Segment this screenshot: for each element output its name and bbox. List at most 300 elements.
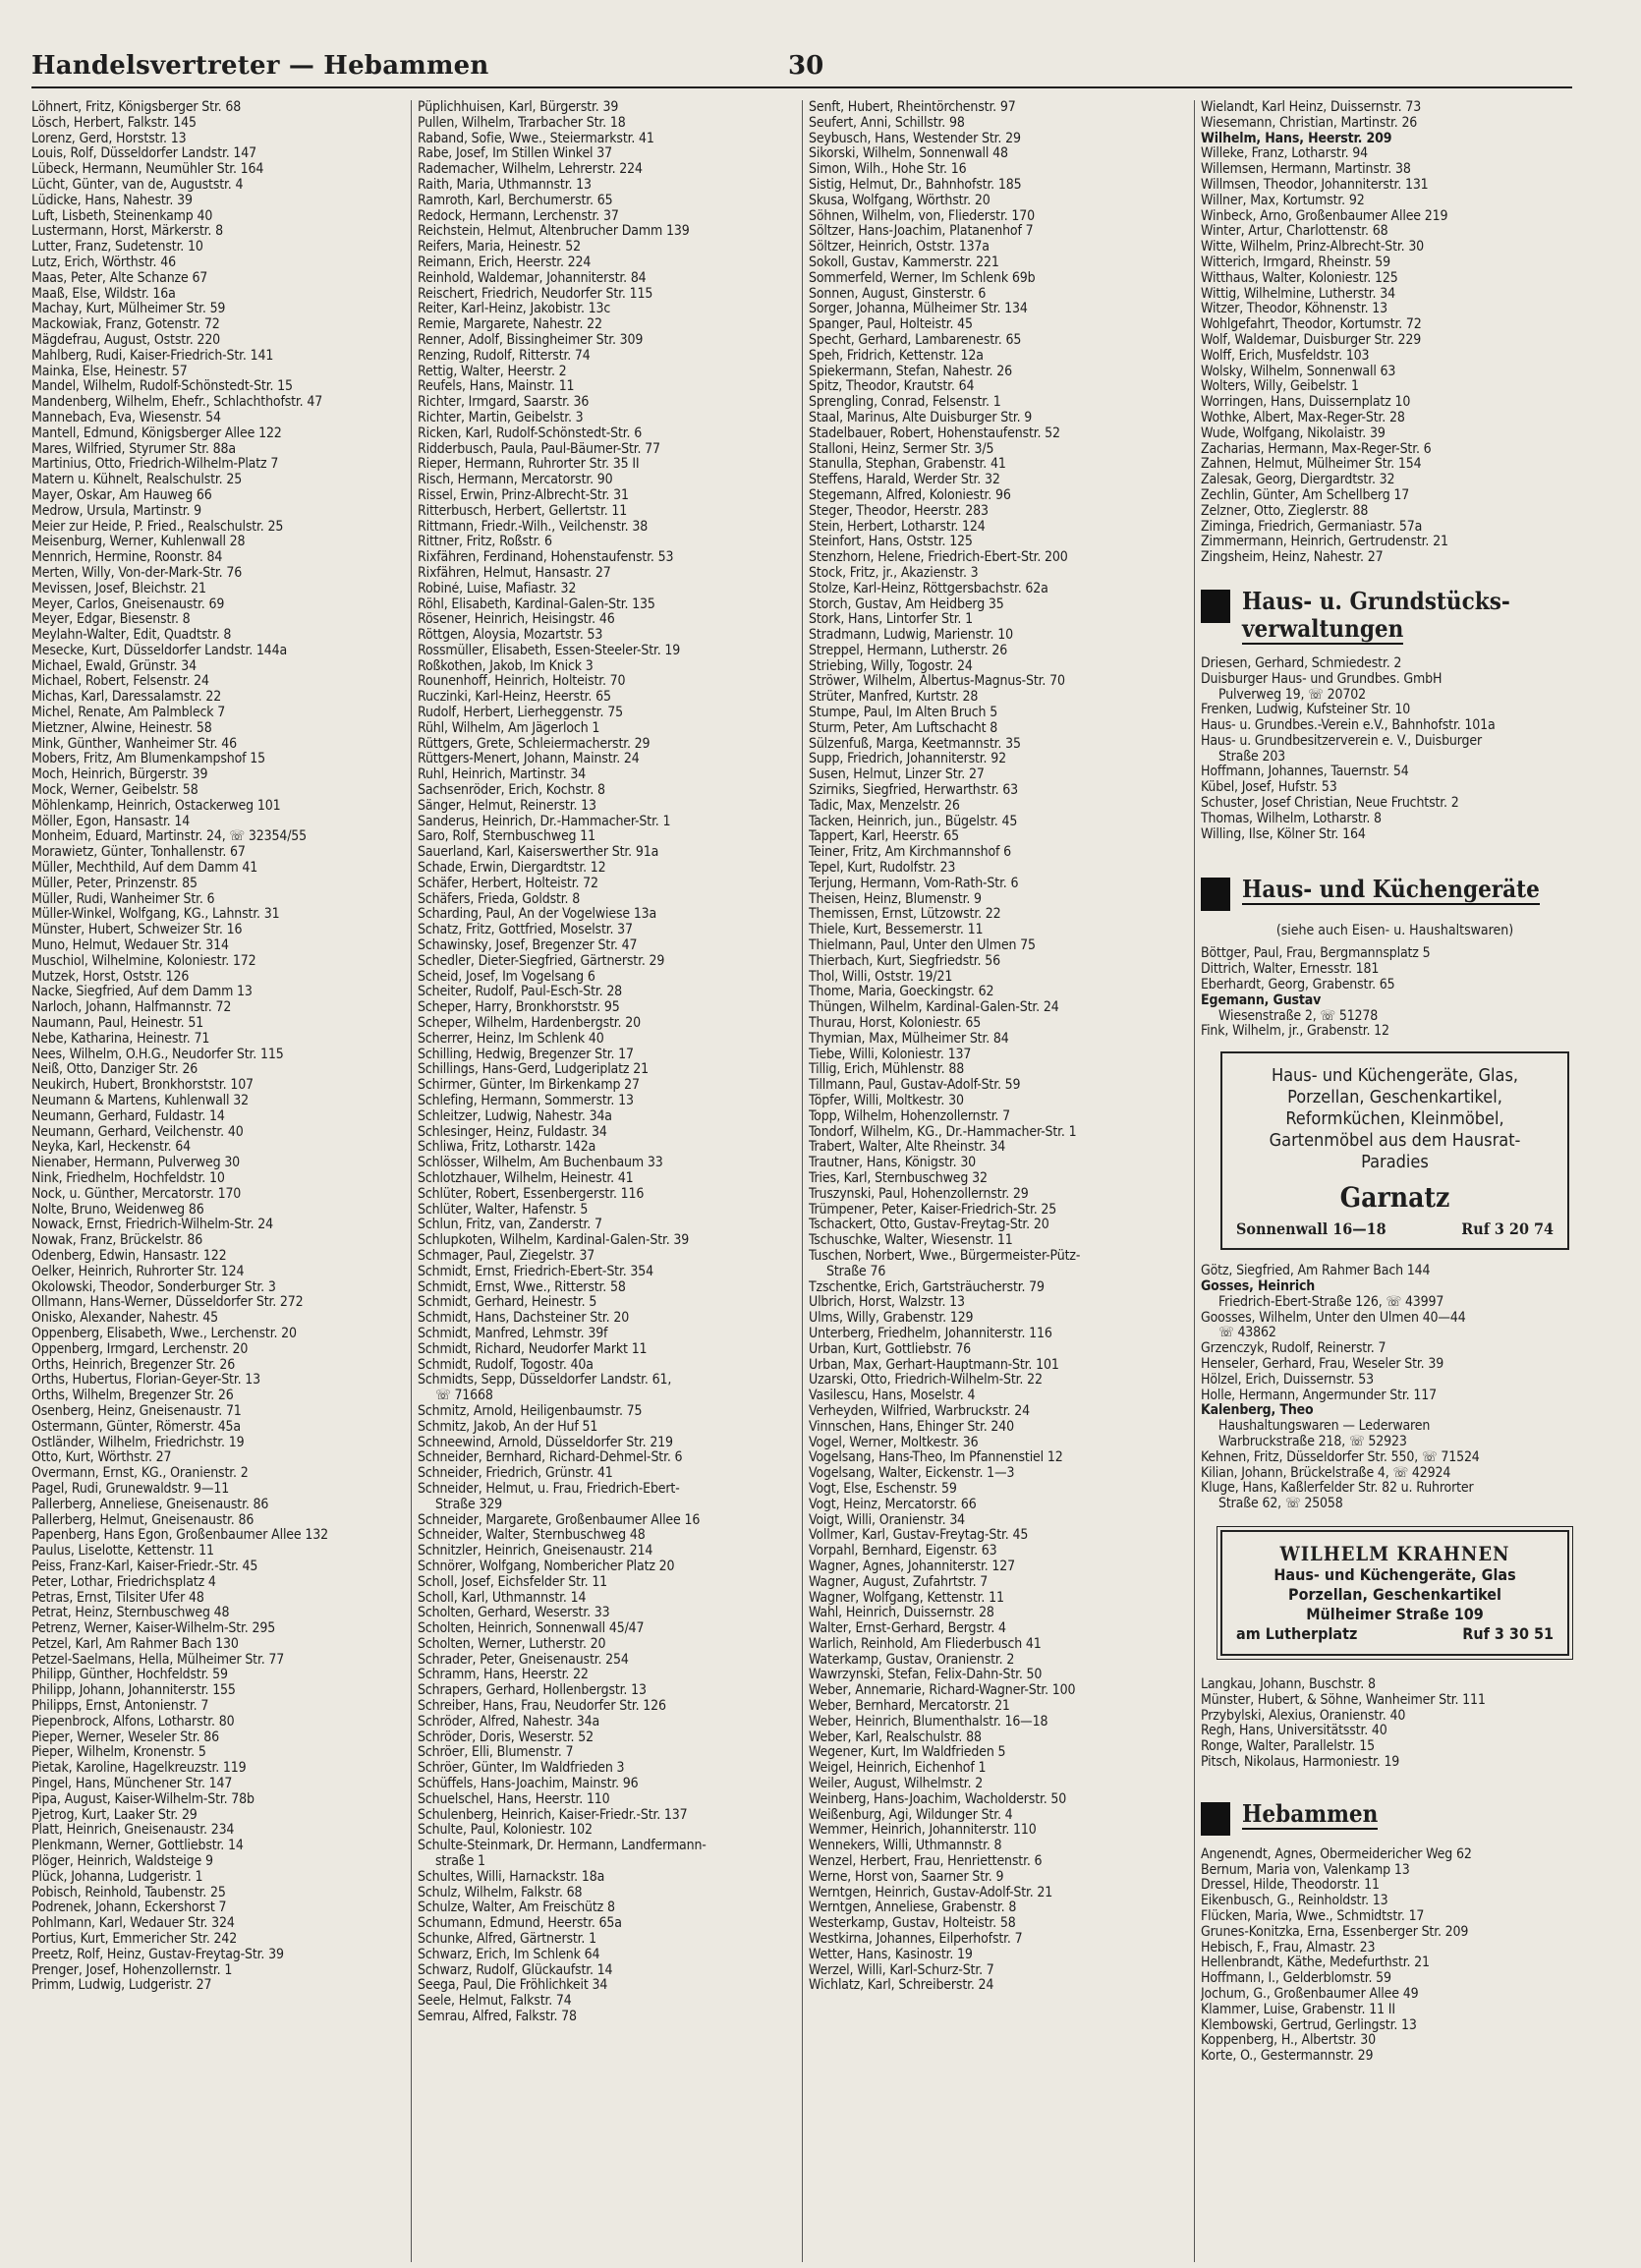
directory-entry: Langkau, Johann, Buschstr. 8 (1201, 1677, 1376, 1692)
directory-entry: Tepel, Kurt, Rudolfstr. 23 (809, 861, 956, 877)
directory-entry: Weinberg, Hans-Joachim, Wacholderstr. 50 (809, 1791, 1067, 1807)
directory-entry: Semrau, Alfred, Falkstr. 78 (418, 2010, 577, 2025)
directory-entry: Jochum, G., Großenbaumer Allee 49 (1201, 1986, 1419, 2002)
directory-entry: Urban, Kurt, Gottliebstr. 76 (809, 1341, 972, 1357)
directory-entry: Maaß, Else, Wildstr. 16a (31, 286, 176, 302)
directory-entry: Wolters, Willy, Geibelstr. 1 (1201, 379, 1359, 395)
directory-entry: Scholten, Heinrich, Sonnenwall 45/47 (418, 1621, 645, 1637)
directory-entry: Vogel, Werner, Moltkestr. 36 (809, 1435, 979, 1450)
directory-entry: Lustermann, Horst, Märkerstr. 8 (31, 224, 223, 240)
directory-entry: Schlesinger, Heinz, Fuldastr. 34 (418, 1124, 607, 1140)
directory-entry: Töpfer, Willi, Moltkestr. 30 (809, 1094, 964, 1108)
ad-description: Haus- und Küchengeräte, Glas, Porzellan, Geschenkartikel, Reformküchen, Kleinmöbel, Gartenmöbel aus dem Hausrat-Paradies (1269, 1065, 1521, 1173)
directory-entry: Meyer, Edgar, Biesenstr. 8 (31, 612, 191, 628)
directory-entry: Gosses, Heinrich (1201, 1279, 1316, 1295)
directory-entry: Thol, Willi, Oststr. 19/21 (809, 969, 953, 985)
directory-entry: Seele, Helmut, Falkstr. 74 (418, 1994, 572, 2010)
directory-entry: Schilling, Hedwig, Bregenzer Str. 17 (418, 1047, 634, 1062)
directory-entry: Ritterbusch, Herbert, Gellertstr. 11 (418, 503, 628, 519)
directory-entry: Scheid, Josef, Im Vogelsang 6 (418, 969, 595, 985)
directory-entry: Pipa, August, Kaiser-Wilhelm-Str. 78b (31, 1791, 255, 1807)
directory-entry: Maas, Peter, Alte Schanze 67 (31, 270, 208, 286)
directory-entry: Seufert, Anni, Schillstr. 98 (809, 115, 965, 131)
directory-entry: Striebing, Willy, Togostr. 24 (809, 658, 973, 674)
directory-entry: Themissen, Ernst, Lützowstr. 22 (809, 907, 1001, 923)
directory-entry: Friedrich-Ebert-Straße 126, ☏ 43997 (1218, 1294, 1444, 1310)
directory-entry: Scheper, Wilhelm, Hardenbergstr. 20 (418, 1016, 641, 1032)
entry-list-hebammen (1201, 1847, 1589, 2065)
ad-line: Haus- und Küchengeräte, Glas (1273, 1565, 1516, 1584)
directory-entry: Vogt, Heinz, Mercatorstr. 66 (809, 1497, 977, 1512)
directory-entry: Teiner, Fritz, Am Kirchmannshof 6 (809, 845, 1012, 861)
directory-entry: Pitsch, Nikolaus, Harmoniestr. 19 (1201, 1754, 1400, 1770)
directory-entry: Philipp, Günther, Hochfeldstr. 59 (31, 1668, 228, 1683)
directory-entry: Thiele, Kurt, Bessemerstr. 11 (809, 923, 984, 938)
directory-entry: Goosses, Wilhelm, Unter den Ulmen 40—44 (1201, 1310, 1466, 1326)
directory-entry: Winter, Artur, Charlottenstr. 68 (1201, 224, 1388, 240)
advertisement-garnatz (1220, 1051, 1569, 1250)
directory-entry: Sommerfeld, Werner, Im Schlenk 69b (809, 270, 1036, 286)
directory-entry: Weigel, Heinrich, Eichenhof 1 (809, 1761, 987, 1777)
directory-entry: Mantell, Edmund, Königsberger Allee 122 (31, 425, 282, 441)
directory-entry: Thüngen, Wilhelm, Kardinal-Galen-Str. 24 (809, 1000, 1059, 1016)
directory-entry: Nink, Friedhelm, Hochfeldstr. 10 (31, 1170, 225, 1186)
directory-entry: Schröder, Alfred, Nahestr. 34a (418, 1714, 600, 1729)
directory-entry: Thielmann, Paul, Unter den Ulmen 75 (809, 938, 1036, 954)
directory-entry: Henseler, Gerhard, Frau, Weseler Str. 39 (1201, 1357, 1444, 1373)
directory-entry: Werne, Horst von, Saarner Str. 9 (809, 1869, 1004, 1885)
section-note: (siehe auch Eisen- u. Haushaltswaren) (1275, 923, 1514, 939)
directory-entry: Sturm, Peter, Am Luftschacht 8 (809, 720, 998, 736)
directory-entry: Wawrzynski, Stefan, Felix-Dahn-Str. 50 (809, 1668, 1043, 1683)
page-number: 30 (788, 51, 824, 81)
directory-entry: Storch, Gustav, Am Heidberg 35 (809, 596, 1004, 612)
directory-entry: Mandel, Wilhelm, Rudolf-Schönstedt-Str. 15 (31, 379, 293, 395)
directory-entry: Plück, Johanna, Ludgeristr. 1 (31, 1869, 203, 1885)
directory-entry: Rieper, Hermann, Ruhrorter Str. 35 II (418, 457, 640, 473)
directory-entry: Schmager, Paul, Ziegelstr. 37 (418, 1248, 595, 1264)
directory-entry: Stolze, Karl-Heinz, Röttgersbachstr. 62a (809, 581, 1048, 596)
directory-entry: ☏ 43862 (1218, 1326, 1276, 1341)
directory-entry: Ruczinki, Karl-Heinz, Heerstr. 65 (418, 690, 611, 706)
directory-entry: Reinhold, Waldemar, Johanniterstr. 84 (418, 270, 647, 286)
directory-entry: Röhl, Elisabeth, Kardinal-Galen-Str. 135 (418, 596, 655, 612)
ad-phone: Ruf 3 30 51 (1462, 1624, 1554, 1643)
directory-entry: Münster, Hubert, Schweizer Str. 16 (31, 923, 243, 938)
directory-entry: Sanderus, Heinrich, Dr.-Hammacher-Str. 1 (418, 814, 671, 829)
directory-entry: Wilhelm, Hans, Heerstr. 209 (1201, 131, 1392, 146)
directory-entry: Flücken, Maria, Wwe., Schmidtstr. 17 (1201, 1908, 1425, 1924)
directory-entry: Stradmann, Ludwig, Marienstr. 10 (809, 628, 1013, 644)
directory-entry: Vogelsang, Walter, Eickenstr. 1—3 (809, 1466, 1015, 1482)
directory-entry: Philipps, Ernst, Antonienstr. 7 (31, 1699, 209, 1715)
directory-entry: Eberhardt, Georg, Grabenstr. 65 (1201, 978, 1395, 993)
directory-entry: Rittmann, Friedr.-Wilh., Veilchenstr. 38 (418, 519, 649, 535)
directory-entry: Stanulla, Stephan, Grabenstr. 41 (809, 457, 1006, 473)
directory-entry: Weber, Karl, Realschulstr. 88 (809, 1729, 982, 1745)
directory-entry: Zelzner, Otto, Zieglerstr. 88 (1201, 503, 1369, 519)
directory-entry: Mandenberg, Wilhelm, Ehefr., Schlachthofstr. 47 (31, 395, 323, 411)
directory-entry: Hoffmann, Johannes, Tauernstr. 54 (1201, 765, 1409, 780)
directory-entry: Warlich, Reinhold, Am Fliederbusch 41 (809, 1636, 1042, 1652)
directory-entry: Pjetrog, Kurt, Laaker Str. 29 (31, 1807, 198, 1823)
directory-entry: Mainka, Else, Heinestr. 57 (31, 364, 188, 379)
directory-entry: Willing, Ilse, Kölner Str. 164 (1201, 826, 1366, 842)
directory-entry: Neukirch, Hubert, Bronkhorststr. 107 (31, 1078, 254, 1094)
directory-entry: Haus- u. Grundbesitzerverein e. V., Duisburger (1201, 733, 1482, 749)
directory-entry: Regh, Hans, Universitätsstr. 40 (1201, 1724, 1387, 1739)
directory-entry: Reufels, Hans, Mainstr. 11 (418, 379, 575, 395)
directory-entry: Pieper, Wilhelm, Kronenstr. 5 (31, 1745, 206, 1761)
directory-entry: Plöger, Heinrich, Waldsteige 9 (31, 1854, 213, 1870)
directory-entry: Wielandt, Karl Heinz, Duissernstr. 73 (1201, 100, 1422, 115)
directory-entry: Lübeck, Hermann, Neumühler Str. 164 (31, 162, 264, 178)
directory-entry: Nolte, Bruno, Weidenweg 86 (31, 1202, 204, 1218)
directory-entry: Stumpe, Paul, Im Alten Bruch 5 (809, 706, 998, 721)
directory-entry: Neumann, Gerhard, Veilchenstr. 40 (31, 1124, 244, 1140)
directory-entry: Schliwa, Fritz, Lotharstr. 142a (418, 1140, 596, 1156)
directory-entry: Petzel-Saelmans, Hella, Mülheimer Str. 77 (31, 1652, 285, 1668)
directory-entry: Tillig, Erich, Mühlenstr. 88 (809, 1062, 965, 1078)
directory-entry: Schawinsky, Josef, Bregenzer Str. 47 (418, 938, 638, 954)
column-divider (802, 100, 803, 2262)
directory-entry: Stork, Hans, Lintorfer Str. 1 (809, 612, 973, 628)
directory-entry: Paulus, Liselotte, Kettenstr. 11 (31, 1544, 214, 1559)
directory-entry: Narloch, Johann, Halfmannstr. 72 (31, 1000, 232, 1016)
directory-entry: Stock, Fritz, jr., Akazienstr. 3 (809, 565, 979, 581)
section-heading-kuechengeraete (1201, 876, 1589, 911)
directory-entry: Schillings, Hans-Gerd, Ludgeriplatz 21 (418, 1062, 649, 1078)
directory-entry: Egemann, Gustav (1201, 992, 1322, 1008)
directory-entry: Schleitzer, Ludwig, Nahestr. 34a (418, 1108, 612, 1124)
directory-entry: Preetz, Rolf, Heinz, Gustav-Freytag-Str. 39 (31, 1947, 284, 1962)
directory-entry: Mahlberg, Rudi, Kaiser-Friedrich-Str. 141 (31, 348, 274, 364)
directory-entry: Oelker, Heinrich, Ruhrorter Str. 124 (31, 1264, 245, 1279)
directory-entry: Nowak, Franz, Brückelstr. 86 (31, 1233, 203, 1249)
directory-entry: Wenzel, Herbert, Frau, Henriettenstr. 6 (809, 1854, 1043, 1870)
directory-entry: Speh, Fridrich, Kettenstr. 12a (809, 348, 984, 364)
directory-entry: Schwarz, Rudolf, Glückaufstr. 14 (418, 1962, 613, 1978)
directory-entry: Rixfähren, Ferdinand, Hohenstaufenstr. 53 (418, 550, 674, 566)
directory-entry: Skusa, Wolfgang, Wörthstr. 20 (809, 193, 990, 208)
directory-entry: Zalesak, Georg, Diergardtstr. 32 (1201, 473, 1395, 488)
directory-entry: Willner, Max, Kortumstr. 92 (1201, 193, 1365, 208)
directory-entry: Schulenberg, Heinrich, Kaiser-Friedr.-Str. 137 (418, 1807, 688, 1823)
directory-entry: Sauerland, Karl, Kaiserswerther Str. 91a (418, 845, 659, 861)
directory-entry: Ostländer, Wilhelm, Friedrichstr. 19 (31, 1435, 245, 1450)
directory-entry: Tondorf, Wilhelm, KG., Dr.-Hammacher-Str. 1 (809, 1124, 1077, 1140)
directory-entry: Papenberg, Hans Egon, Großenbaumer Allee 132 (31, 1528, 328, 1544)
directory-entry: Stein, Herbert, Lotharstr. 124 (809, 519, 986, 535)
directory-entry: Petras, Ernst, Tilsiter Ufer 48 (31, 1590, 204, 1606)
directory-entry: Michael, Ewald, Grünstr. 34 (31, 658, 197, 674)
directory-entry: Schunke, Alfred, Gärtnerstr. 1 (418, 1932, 596, 1948)
directory-entry: Schrapers, Gerhard, Hollenbergstr. 13 (418, 1683, 647, 1699)
directory-entry: Schlun, Fritz, van, Zanderstr. 7 (418, 1218, 602, 1233)
directory-entry: Orths, Heinrich, Bregenzer Str. 26 (31, 1357, 236, 1373)
directory-entry: Hebisch, F., Frau, Almastr. 23 (1201, 1940, 1376, 1956)
directory-entry: Neiß, Otto, Danziger Str. 26 (31, 1062, 198, 1078)
directory-entry: Trautner, Hans, Königstr. 30 (809, 1156, 977, 1171)
directory-entry: Roßkothen, Jakob, Im Knick 3 (418, 658, 594, 674)
directory-entry: Peiss, Franz-Karl, Kaiser-Friedr.-Str. 45 (31, 1559, 258, 1574)
directory-entry: Mobers, Fritz, Am Blumenkampshof 15 (31, 752, 266, 767)
directory-entry: Unterberg, Friedhelm, Johanniterstr. 116 (809, 1326, 1052, 1341)
directory-entry: Raith, Maria, Uthmannstr. 13 (418, 177, 592, 193)
directory-entry: Tschuschke, Walter, Wiesenstr. 11 (809, 1233, 1013, 1249)
directory-entry: Wagner, August, Zufahrtstr. 7 (809, 1574, 989, 1590)
directory-entry: straße 1 (435, 1854, 485, 1870)
directory-entry: Ronge, Walter, Parallelstr. 15 (1201, 1739, 1375, 1755)
directory-entry: Wahl, Heinrich, Duissernstr. 28 (809, 1606, 994, 1621)
directory-entry: Renner, Adolf, Bissingheimer Str. 309 (418, 332, 644, 348)
directory-entry: Spitz, Theodor, Krautstr. 64 (809, 379, 975, 395)
directory-entry: Scholten, Werner, Lutherstr. 20 (418, 1636, 606, 1652)
directory-entry: Steffens, Harald, Werder Str. 32 (809, 473, 1000, 488)
directory-entry: Sokoll, Gustav, Kammerstr. 221 (809, 255, 999, 270)
directory-entry: Zechlin, Günter, Am Schellberg 17 (1201, 487, 1410, 503)
directory-entry: Renzing, Rudolf, Ritterstr. 74 (418, 348, 591, 364)
directory-entry: Rudolf, Herbert, Lierheggenstr. 75 (418, 706, 623, 721)
directory-entry: Söltzer, Heinrich, Oststr. 137a (809, 240, 990, 255)
section-title: Haus- und Küchengeräte (1242, 875, 1540, 904)
directory-entry: Szirniks, Siegfried, Herwarthstr. 63 (809, 783, 1019, 799)
directory-entry: Schüffels, Hans-Joachim, Mainstr. 96 (418, 1777, 639, 1792)
directory-entry: Schmidt, Richard, Neudorfer Markt 11 (418, 1341, 648, 1357)
directory-entry: Przybylski, Alexius, Oranienstr. 40 (1201, 1708, 1406, 1724)
directory-entry: Tadic, Max, Menzelstr. 26 (809, 798, 960, 814)
directory-entry: Robiné, Luise, Mafiastr. 32 (418, 581, 577, 596)
directory-entry: Osenberg, Heinz, Gneisenaustr. 71 (31, 1403, 242, 1419)
directory-entry: Spanger, Paul, Holteistr. 45 (809, 317, 973, 333)
directory-entry: Dittrich, Walter, Ernesstr. 181 (1201, 962, 1380, 978)
directory-entry: Schlotzhauer, Wilhelm, Heinestr. 41 (418, 1170, 634, 1186)
section-marker-icon (1201, 590, 1230, 623)
directory-entry: Tappert, Karl, Heerstr. 65 (809, 829, 960, 845)
directory-entry: Stalloni, Heinz, Sermer Str. 3/5 (809, 441, 994, 457)
ad-company-name: Garnatz (1339, 1181, 1450, 1215)
directory-entry: Neyka, Karl, Heckenstr. 64 (31, 1140, 191, 1156)
directory-entry: Winbeck, Arno, Großenbaumer Allee 219 (1201, 208, 1448, 224)
directory-entry: Meyer, Carlos, Gneisenaustr. 69 (31, 596, 225, 612)
directory-entry: Müller-Winkel, Wolfgang, KG., Lahnstr. 31 (31, 907, 280, 923)
directory-entry: Urban, Max, Gerhart-Hauptmann-Str. 101 (809, 1357, 1059, 1373)
directory-entry: Pullen, Wilhelm, Trarbacher Str. 18 (418, 115, 626, 131)
column-divider (1194, 100, 1195, 2262)
directory-entry: Lutz, Erich, Wörthstr. 46 (31, 255, 176, 270)
directory-entry: Sprengling, Conrad, Felsenstr. 1 (809, 395, 1001, 411)
directory-entry: Korte, O., Gestermannstr. 29 (1201, 2049, 1374, 2065)
section-heading-hebammen (1201, 1800, 1589, 1836)
directory-entry: Ulms, Willy, Grabenstr. 129 (809, 1311, 974, 1327)
directory-entry: Schneewind, Arnold, Düsseldorfer Str. 219 (418, 1435, 673, 1450)
directory-entry: Luft, Lisbeth, Steinenkamp 40 (31, 208, 213, 224)
directory-entry: Podrenek, Johann, Eckershorst 7 (31, 1900, 227, 1916)
directory-entry: Mutzek, Horst, Oststr. 126 (31, 969, 190, 985)
directory-entry: Lücht, Günter, van de, Auguststr. 4 (31, 177, 244, 193)
directory-entry: Schmidt, Gerhard, Heinestr. 5 (418, 1295, 597, 1311)
directory-entry: Plenkmann, Werner, Gottliebstr. 14 (31, 1839, 244, 1854)
directory-entry: Muschiol, Wilhelmine, Koloniestr. 172 (31, 953, 256, 969)
directory-entry: Staal, Marinus, Alte Duisburger Str. 9 (809, 410, 1033, 425)
directory-entry: Meier zur Heide, P. Fried., Realschulstr. 25 (31, 519, 284, 535)
directory-entry: Zingsheim, Heinz, Nahestr. 27 (1201, 550, 1384, 566)
directory-entry: Thomas, Wilhelm, Lotharstr. 8 (1201, 811, 1382, 826)
directory-entry: Zahnen, Helmut, Mülheimer Str. 154 (1201, 457, 1422, 473)
directory-entry: Otto, Kurt, Wörthstr. 27 (31, 1450, 172, 1466)
directory-entry: Schröder, Doris, Weserstr. 52 (418, 1729, 594, 1745)
directory-entry: Mannebach, Eva, Wiesenstr. 54 (31, 410, 221, 425)
directory-entry: Wolsky, Wilhelm, Sonnenwall 63 (1201, 364, 1396, 379)
directory-entry: Scharding, Paul, An der Vogelwiese 13a (418, 907, 657, 923)
directory-entry: Remie, Margarete, Nahestr. 22 (418, 317, 602, 333)
section-title-line2: verwaltungen (1242, 613, 1404, 643)
directory-entry: Rittner, Fritz, Roßstr. 6 (418, 535, 552, 550)
directory-entry: Terjung, Hermann, Vom-Rath-Str. 6 (809, 876, 1019, 891)
directory-entry: Mägdefrau, August, Oststr. 220 (31, 332, 221, 348)
directory-entry: Schröer, Elli, Blumenstr. 7 (418, 1745, 574, 1761)
directory-entry: Theisen, Heinz, Blumenstr. 9 (809, 891, 982, 907)
directory-entry: Schnitzler, Heinrich, Gneisenaustr. 214 (418, 1544, 653, 1559)
directory-entry: Michel, Renate, Am Palmbleck 7 (31, 706, 226, 721)
directory-entry: Schmidt, Hans, Dachsteiner Str. 20 (418, 1311, 630, 1327)
page-title: Handelsvertreter — Hebammen (31, 51, 489, 81)
directory-entry: Neumann, Gerhard, Fuldastr. 14 (31, 1108, 225, 1124)
directory-entry: Prenger, Josef, Hohenzollernstr. 1 (31, 1962, 233, 1978)
directory-entry: Walter, Ernst-Gerhard, Bergstr. 4 (809, 1621, 1006, 1637)
directory-entry: Onisko, Alexander, Nahestr. 45 (31, 1311, 218, 1327)
directory-entry: Truszynski, Paul, Hohenzollernstr. 29 (809, 1186, 1029, 1202)
directory-entry: Schmidt, Ernst, Wwe., Ritterstr. 58 (418, 1279, 626, 1295)
directory-entry: Weber, Bernhard, Mercatorstr. 21 (809, 1699, 1010, 1715)
directory-entry: Schlösser, Wilhelm, Am Buchenbaum 33 (418, 1156, 663, 1171)
directory-entry: Lutter, Franz, Sudetenstr. 10 (31, 240, 203, 255)
directory-entry: Vogelsang, Hans-Theo, Im Pfannenstiel 12 (809, 1450, 1063, 1466)
directory-entry: Schlupkoten, Wilhelm, Kardinal-Galen-Str. 39 (418, 1233, 690, 1249)
directory-entry: Holle, Hermann, Angermunder Str. 117 (1201, 1388, 1437, 1403)
directory-entry: Vinnschen, Hans, Ehinger Str. 240 (809, 1419, 1014, 1435)
directory-entry: Duisburger Haus- und Grundbes. GmbH (1201, 671, 1443, 687)
directory-entry: Schulze, Walter, Am Freischütz 8 (418, 1900, 615, 1916)
directory-entry: Rettig, Walter, Heerstr. 2 (418, 364, 567, 379)
directory-entry: Risch, Hermann, Mercatorstr. 90 (418, 473, 613, 488)
directory-entry: Angenendt, Agnes, Obermeidericher Weg 62 (1201, 1846, 1472, 1862)
column-4 (1201, 100, 1589, 2262)
directory-entry: Vorpahl, Bernhard, Eigenstr. 63 (809, 1544, 997, 1559)
directory-entry: Mink, Günther, Wanheimer Str. 46 (31, 736, 237, 752)
directory-entry: Susen, Helmut, Linzer Str. 27 (809, 767, 985, 783)
directory-entry: Frenken, Ludwig, Kufsteiner Str. 10 (1201, 703, 1411, 718)
directory-entry: Seybusch, Hans, Westender Str. 29 (809, 131, 1021, 146)
directory-entry: Tuschen, Norbert, Wwe., Bürgermeister-Pütz- (809, 1248, 1081, 1264)
directory-entry: Specht, Gerhard, Lambarenestr. 65 (809, 332, 1022, 348)
directory-entry: Ströwer, Wilhelm, Albertus-Magnus-Str. 70 (809, 674, 1065, 690)
directory-entry: Sülzenfuß, Marga, Keetmannstr. 35 (809, 736, 1021, 752)
directory-entry: Scholl, Josef, Eichsfelder Str. 11 (418, 1574, 608, 1590)
directory-entry: Ollmann, Hans-Werner, Düsseldorfer Str. 272 (31, 1295, 304, 1311)
directory-entry: Pallerberg, Helmut, Gneisenaustr. 86 (31, 1512, 255, 1528)
directory-entry: Scheiter, Rudolf, Paul-Esch-Str. 28 (418, 985, 623, 1000)
directory-entry: Püplichhuisen, Karl, Bürgerstr. 39 (418, 100, 619, 115)
directory-entry: ☏ 71668 (435, 1389, 493, 1404)
directory-entry: Thurau, Horst, Koloniestr. 65 (809, 1016, 982, 1032)
directory-entry: Söltzer, Hans-Joachim, Platanenhof 7 (809, 224, 1034, 240)
directory-entry: Scheper, Harry, Bronkhorststr. 95 (418, 1000, 620, 1016)
ad-address: Sonnenwall 16—18 (1236, 1219, 1386, 1239)
ad-company-name: WILHELM KRAHNEN (1279, 1542, 1510, 1565)
directory-entry: Scholten, Gerhard, Weserstr. 33 (418, 1606, 610, 1621)
section-title: Hebammen (1242, 1798, 1379, 1828)
directory-entry: Orths, Hubertus, Florian-Geyer-Str. 13 (31, 1373, 261, 1389)
directory-entry: Sachsenröder, Erich, Kochstr. 8 (418, 783, 605, 799)
directory-entry: Mackowiak, Franz, Gotenstr. 72 (31, 317, 220, 333)
directory-entry: Müller, Rudi, Wanheimer Str. 6 (31, 891, 215, 907)
directory-entry: Vogt, Else, Eschenstr. 59 (809, 1481, 957, 1497)
entry-list-top (1201, 100, 1589, 566)
entry-list-kuechengeraete (1201, 946, 1589, 1040)
directory-entry: Schmidt, Rudolf, Togostr. 40a (418, 1357, 594, 1373)
directory-entry: Sistig, Helmut, Dr., Bahnhofstr. 185 (809, 177, 1022, 193)
advertisement-krahnen (1220, 1530, 1569, 1656)
directory-entry: Rademacher, Wilhelm, Lehrerstr. 224 (418, 162, 643, 178)
directory-entry: Kluge, Hans, Kaßlerfelder Str. 82 u. Ruhrorter (1201, 1481, 1474, 1497)
directory-entry: Platt, Heinrich, Gneisenaustr. 234 (31, 1823, 235, 1839)
directory-entry: Sorger, Johanna, Mülheimer Str. 134 (809, 302, 1028, 317)
directory-entry: Simon, Wilh., Hohe Str. 16 (809, 162, 967, 178)
directory-entry: Schuster, Josef Christian, Neue Fruchtstr. 2 (1201, 796, 1459, 812)
directory-entry: Mietzner, Alwine, Heinestr. 58 (31, 720, 212, 736)
directory-entry: Söhnen, Wilhelm, von, Fliederstr. 170 (809, 208, 1035, 224)
directory-entry: Wittig, Wilhelmine, Lutherstr. 34 (1201, 286, 1395, 302)
directory-entry: Scholl, Karl, Uthmannstr. 14 (418, 1590, 587, 1606)
directory-entry: Schumann, Edmund, Heerstr. 65a (418, 1916, 622, 1932)
directory-entry: Schlüter, Robert, Essenbergerstr. 116 (418, 1186, 645, 1202)
directory-entry: Kehnen, Fritz, Düsseldorfer Str. 550, ☏ 71524 (1201, 1449, 1480, 1465)
directory-entry: Wolf, Waldemar, Duisburger Str. 229 (1201, 332, 1422, 348)
directory-entry: Supp, Friedrich, Johanniterstr. 92 (809, 752, 1006, 767)
directory-entry: Wagner, Wolfgang, Kettenstr. 11 (809, 1590, 1004, 1606)
directory-entry: Moch, Heinrich, Bürgerstr. 39 (31, 767, 208, 783)
section-heading-grundstuecksverwaltungen (1201, 588, 1589, 645)
directory-entry: Schramm, Hans, Heerstr. 22 (418, 1668, 589, 1683)
directory-entry: Schuelschel, Hans, Heerstr. 110 (418, 1791, 610, 1807)
directory-entry: Richter, Martin, Geibelstr. 3 (418, 410, 584, 425)
directory-entry: Wiesemann, Christian, Martinstr. 26 (1201, 115, 1418, 131)
directory-entry: Mevissen, Josef, Bleichstr. 21 (31, 581, 206, 596)
directory-entry: Klembowski, Gertrud, Gerlingstr. 13 (1201, 2017, 1417, 2033)
directory-entry: Sikorski, Wilhelm, Sonnenwall 48 (809, 146, 1008, 162)
directory-entry: Uzarski, Otto, Friedrich-Wilhelm-Str. 22 (809, 1373, 1043, 1389)
directory-entry: Reichstein, Helmut, Altenbrucher Damm 139 (418, 224, 690, 240)
directory-entry: Oppenberg, Elisabeth, Wwe., Lerchenstr. 20 (31, 1326, 297, 1341)
directory-entry: Westkirna, Johannes, Eilperhofstr. 7 (809, 1932, 1023, 1948)
column-3 (809, 100, 1187, 2262)
directory-entry: Martinius, Otto, Friedrich-Wilhelm-Platz 7 (31, 457, 279, 473)
directory-entry: Schedler, Dieter-Siegfried, Gärtnerstr. 29 (418, 953, 665, 969)
column-2 (418, 100, 796, 2262)
directory-entry: Schneider, Walter, Sternbuschweg 48 (418, 1528, 646, 1544)
directory-entry: Müller, Peter, Prinzenstr. 85 (31, 876, 198, 891)
section-marker-icon (1201, 878, 1230, 911)
directory-entry: Hellenbrandt, Käthe, Medefurthstr. 21 (1201, 1956, 1430, 1971)
directory-entry: Tacken, Heinrich, jun., Bügelstr. 45 (809, 814, 1018, 829)
directory-entry: Reimann, Erich, Heerstr. 224 (418, 255, 592, 270)
directory-entry: Schäfer, Herbert, Holteistr. 72 (418, 876, 598, 891)
directory-entry: Schäfers, Frieda, Goldstr. 8 (418, 891, 581, 907)
directory-entry: Straße 62, ☏ 25058 (1218, 1497, 1343, 1512)
directory-entry: Hölzel, Erich, Duissernstr. 53 (1201, 1372, 1374, 1388)
directory-entry: Witterich, Irmgard, Rheinstr. 59 (1201, 255, 1390, 270)
